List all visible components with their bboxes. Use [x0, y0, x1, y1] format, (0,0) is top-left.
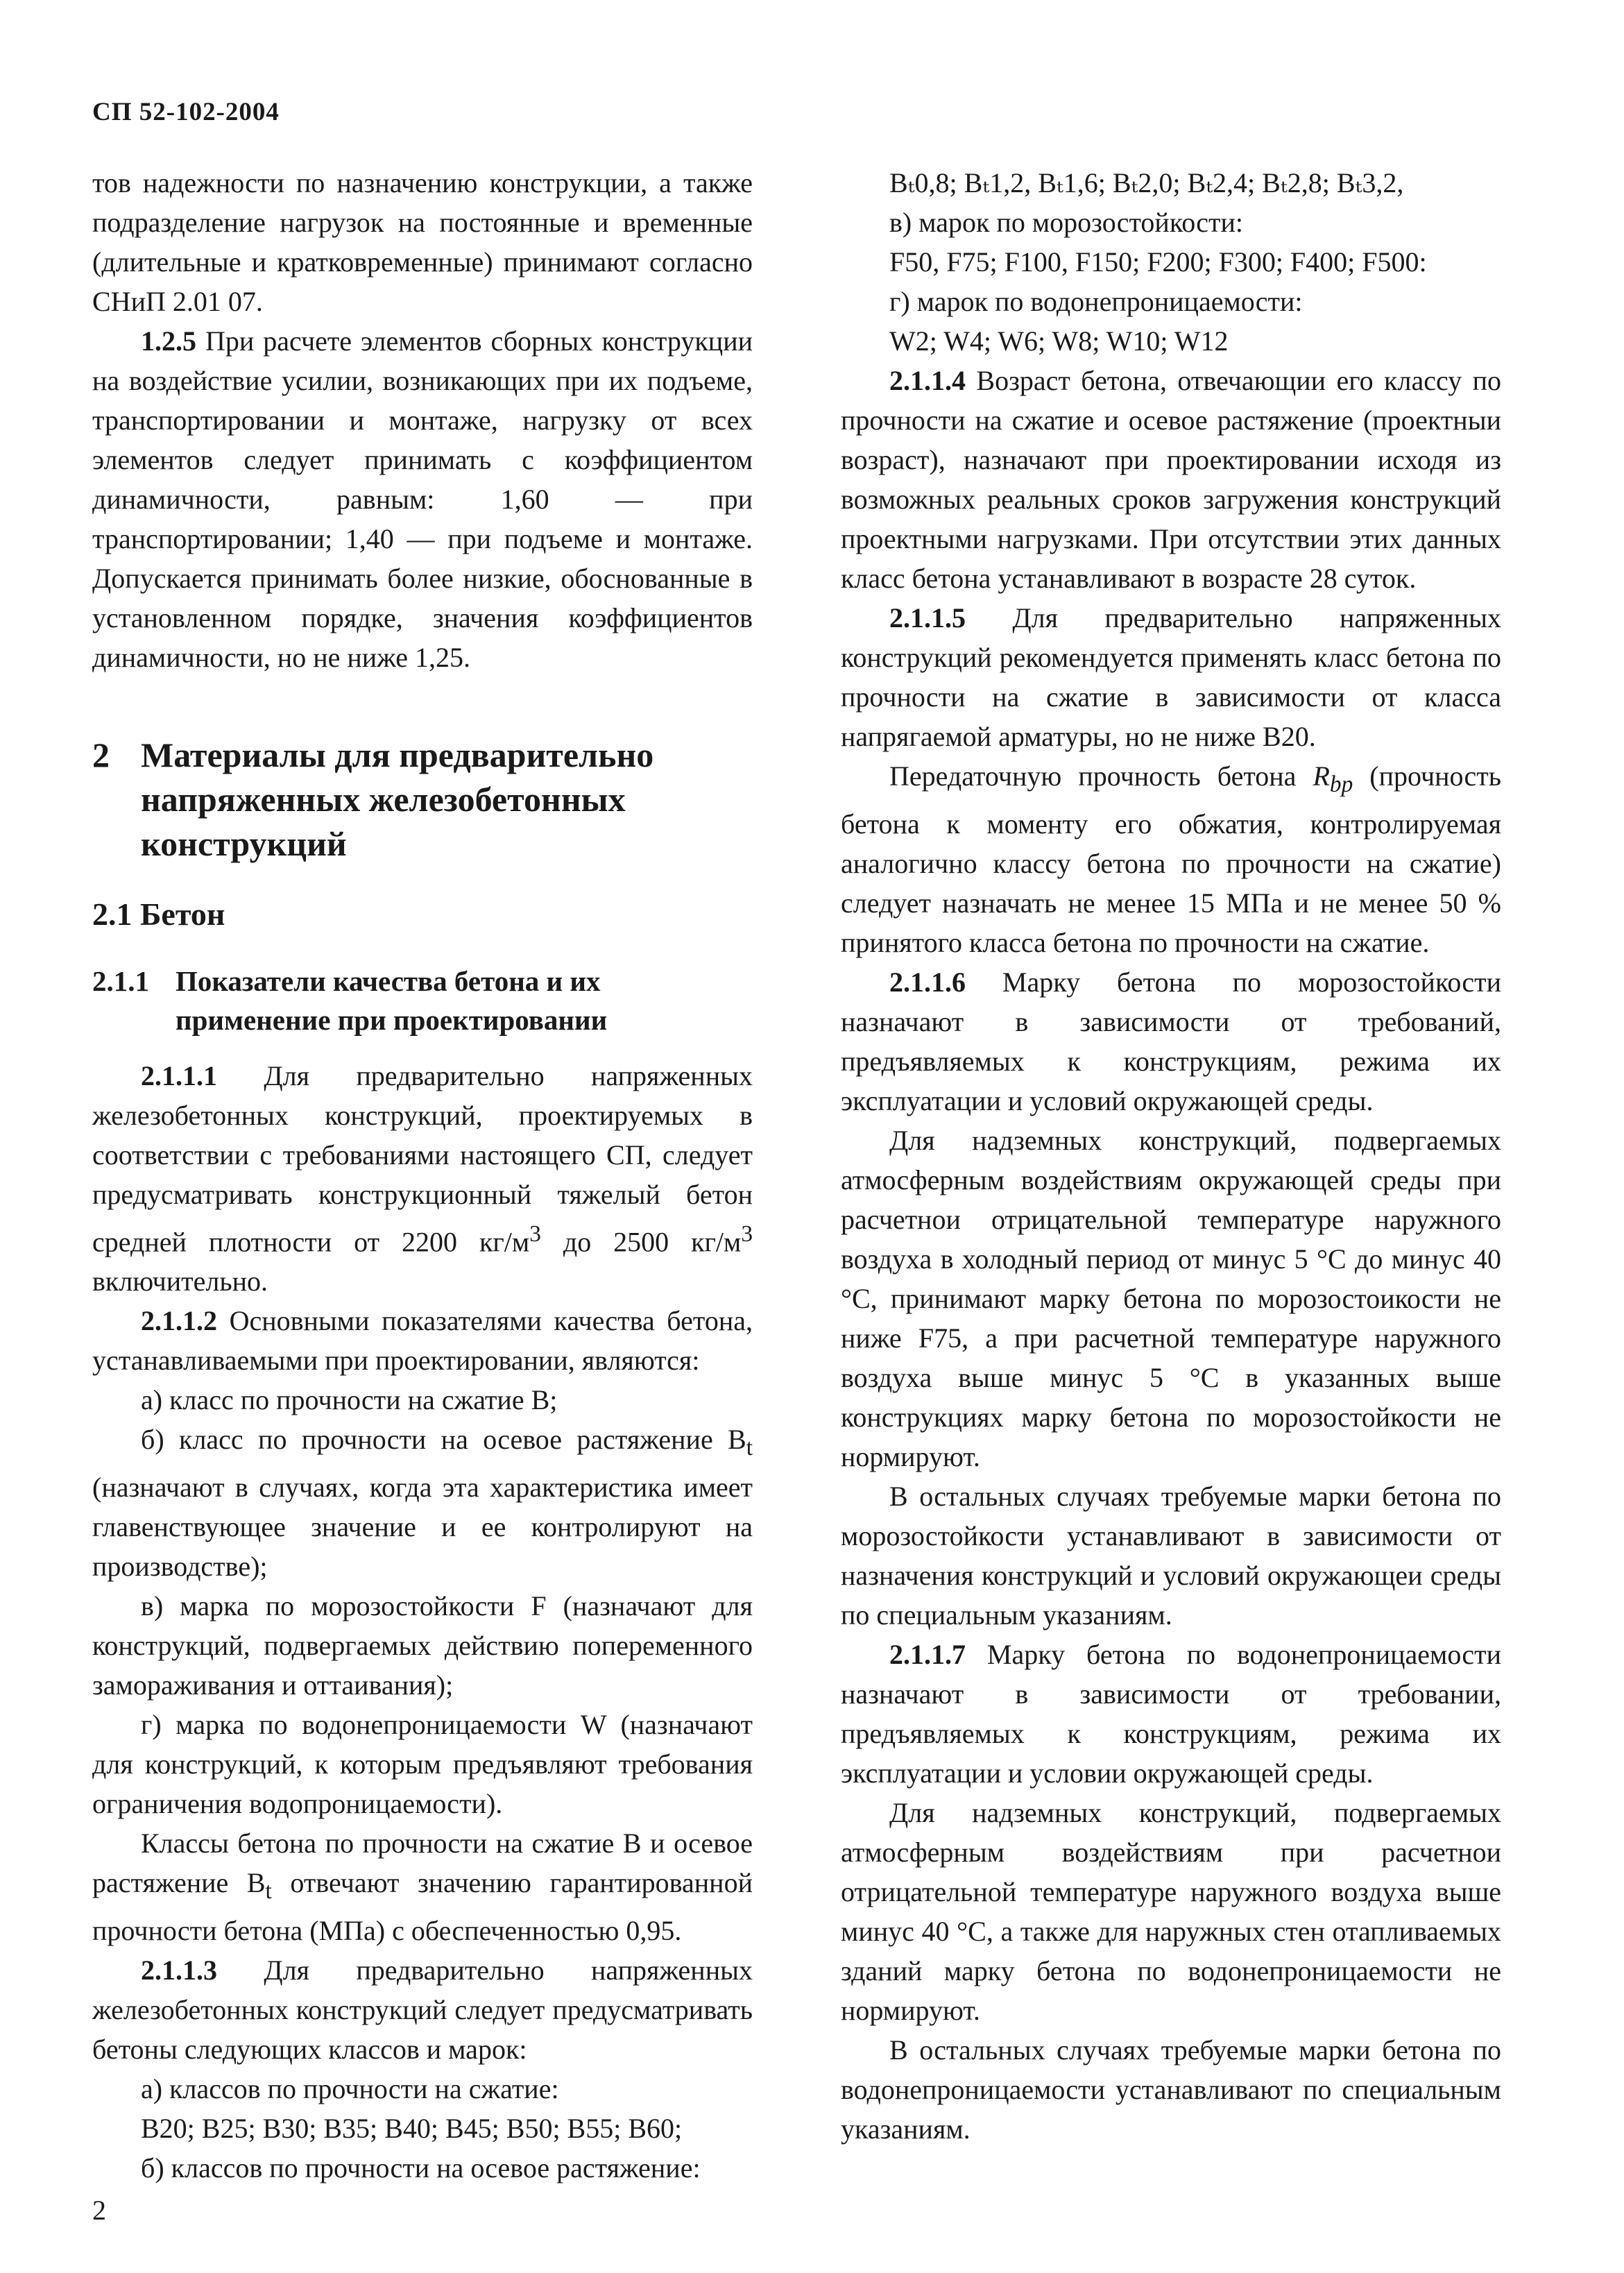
- clause-number: 2.1.1.3: [141, 1955, 217, 1986]
- class-values-b: B20; B25; B30; B35; B40; B45; B50; B55; B60;: [141, 2113, 683, 2145]
- list-item-b: б) классов по прочности на осевое растяжение:: [141, 2152, 701, 2184]
- paragraph-classes: [92, 1823, 753, 1950]
- clause-text: Для предварительно напряженных железобетонных конструкций, проектируемых в соответствии с требованиями настоящего СП, следует предусматривать конструкционный тяжелый бетон средней плотности от 2200 кг/м: [92, 1060, 753, 1258]
- paragraph-2-1-1-4: [841, 361, 1501, 598]
- list-item-b: [92, 1420, 753, 1586]
- section-title: Материалы для предварительно напряженных железобетонных конструкций: [141, 735, 654, 863]
- list-item-v: в) марок по морозостойкости:: [889, 207, 1243, 238]
- subscript: [1330, 772, 1353, 797]
- subscript: t: [265, 1878, 272, 1905]
- running-header: СП 52-102-2004: [92, 98, 280, 126]
- paragraph-text: Передаточную прочность бетона: [889, 760, 1313, 792]
- clause-text: При расчете элементов сборных конструкции на воздействие усилии, возникающих при их подъеме, транспортировании и монтаже, нагрузку от всех элементов следует принимать с коэффициентом динамичности, равным: 1,60 — при транспортировании; 1,40 — при подъеме и монтаже. Допускается принимать более низкие, обоснованные в установленном порядке, значения коэффициентов динамичности, но не ниже 1,25.: [92, 325, 753, 673]
- subscript: t: [746, 1435, 753, 1461]
- paragraph-2-1-1-2: [92, 1301, 753, 1380]
- superscript: 3: [741, 1221, 753, 1247]
- paragraph-text: Классы бетона по прочности на сжатие B и осевое растяжение B: [92, 1828, 753, 1899]
- paragraph-water-above-ground: Для надземных конструкций, подвергаемых атмосферным воздействиям при расчетнои отрицательной температуре наружного воздуха выше минус 40 °С, а также для наружных стен отапливаемых зданий марку бетона по водонепроницаемости не нормируют.: [841, 1797, 1501, 2026]
- clause-number: 2.1.1.2: [141, 1305, 217, 1337]
- clause-text: Марку бетона по морозостойкости назначают в зависимости от требований, предъявляемых к конструкциям, режима их эксплуатации и условий окружающей среды.: [841, 967, 1501, 1116]
- water-grade-values: W2; W4; W6; W8; W10; W12: [889, 325, 1229, 357]
- paragraph-text: (прочность бетона к моменту его обжатия, контролируемая аналогично классу бетона по прочности на сжатие) следует назначать не менее 15 МПа и не менее 50 % принятого класса бетона по прочности на сжатие.: [841, 760, 1501, 958]
- class-values-bt: Bₜ0,8; Bₜ1,2, Bₜ1,6; Bₜ2,0; Bₜ2,4; Bₜ2,8; Bₜ3,2,: [889, 167, 1404, 198]
- left-column: [92, 163, 753, 2188]
- list-item-v: в) марка по морозостойкости F (назначают для конструкций, подвергаемых действию попеременного замораживания и оттаивания);: [92, 1590, 753, 1701]
- section-heading: [92, 733, 753, 866]
- list-item-text: б) класс по прочности на осевое растяжение B: [141, 1424, 746, 1456]
- paragraph-2-1-1-3: [92, 1950, 753, 2069]
- list-item-g: г) марка по водонепроницаемости W (назначают для конструкций, к которым предъявляют требования ограничения водопроницаемости).: [92, 1709, 753, 1820]
- clause-text: включительно.: [92, 1266, 268, 1297]
- paragraph-2-1-1-5: [841, 598, 1501, 756]
- symbol-subscript: bp: [1329, 772, 1353, 797]
- clause-number: 2.1.1.6: [889, 967, 966, 998]
- paragraph-2-1-1-6: [841, 962, 1501, 1121]
- paragraph-water-other: В остальных случаях требуемые марки бетона по водонепроницаемости устанавливают по специальным указаниям.: [841, 2034, 1501, 2145]
- clause-text: до 2500 кг/м: [540, 1226, 742, 1258]
- clause-number: 1.2.5: [141, 325, 196, 357]
- clause-number: 2.1.1.4: [889, 365, 966, 396]
- page-number: 2: [92, 2195, 106, 2226]
- paragraph-2-1-1-1: [92, 1056, 753, 1301]
- clause-text: Для предварительно напряженных конструкций рекомендуется применять класс бетона по прочности на сжатие в зависимости от класса напрягаемой арматуры, но не ниже B20.: [841, 602, 1501, 752]
- paragraph-1-2-5: [92, 321, 753, 677]
- list-item-a: а) классов по прочности на сжатие:: [141, 2073, 559, 2105]
- clause-number: 2.1.1.5: [889, 602, 966, 633]
- paragraph-frost-other: В остальных случаях требуемые марки бетона по морозостойкости устанавливают в зависимости от назначения конструкций и условий окружающеи среды по специальным указаниям.: [841, 1481, 1501, 1631]
- paragraph-transfer-strength: [841, 756, 1501, 962]
- subsubsection-number: 2.1.1: [92, 965, 149, 997]
- strength-symbol: R: [1313, 760, 1330, 792]
- clause-text: Возраст бетона, отвечающии его классу по прочности на сжатие и осевое растяжение (проектныи возраст), назначают при проектировании исходя из возможных реальных сроков загружения конструкций проектными нагрузками. При отсутствии этих данных класс бетона устанавливают в возрасте 28 суток.: [841, 365, 1501, 594]
- subsubsection-heading: [92, 962, 753, 1039]
- section-number: 2: [92, 735, 110, 774]
- right-column: [841, 163, 1501, 2149]
- subsubsection-title: Показатели качества бетона и их применение при проектировании: [176, 965, 608, 1036]
- clause-number: 2.1.1.7: [889, 1639, 966, 1670]
- clause-text: Для предварительно напряженных железобетонных конструкций следует предусматривать бетоны следующих классов и марок:: [92, 1955, 753, 2066]
- superscript: 3: [529, 1221, 541, 1247]
- paragraph-frost-above-ground: Для надземных конструкций, подвергаемых атмосферным воздействиям окружающей среды при расчетнои отрицательной температуре наружного воздуха в холодный период от минус 5 °С до минус 40 °С, принимают марку бетона по морозостоикости не ниже F75, а при расчетной температуре наружного воздуха выше минус 5 °С в указанных выше конструкциях марку бетона по морозостойкости не нормируют.: [841, 1125, 1501, 1472]
- paragraph-text: отвечают значению гарантированной прочности бетона (МПа) с обеспеченностью 0,95.: [92, 1867, 753, 1947]
- clause-number: 2.1.1.1: [141, 1060, 217, 1091]
- list-item-a: а) класс по прочности на сжатие B;: [141, 1384, 558, 1416]
- list-item-text: (назначают в случаях, когда эта характеристика имеет главенствующее значение и ее контролируют на производстве);: [92, 1472, 753, 1583]
- paragraph-continued: тов надежности по назначению конструкции, а также подразделение нагрузок на постоянные и временные (длительные и кратковременные) принимают согласно СНиП 2.01 07.: [92, 167, 753, 317]
- clause-text: Марку бетона по водонепроницаемости назначают в зависимости от требовании, предъявляемых к конструкциям, режима их эксплуатации и условии окружающей среды.: [841, 1639, 1501, 1789]
- paragraph-2-1-1-7: [841, 1635, 1501, 1793]
- clause-text: Основными показателями качества бетона, устанавливаемыми при проектировании, являются:: [92, 1305, 753, 1377]
- subsection-heading: 2.1 Бетон: [92, 896, 225, 932]
- list-item-g: г) марок по водонепроницаемости:: [889, 286, 1303, 317]
- frost-grade-values: F50, F75; F100, F150; F200; F300; F400; F500:: [889, 246, 1427, 278]
